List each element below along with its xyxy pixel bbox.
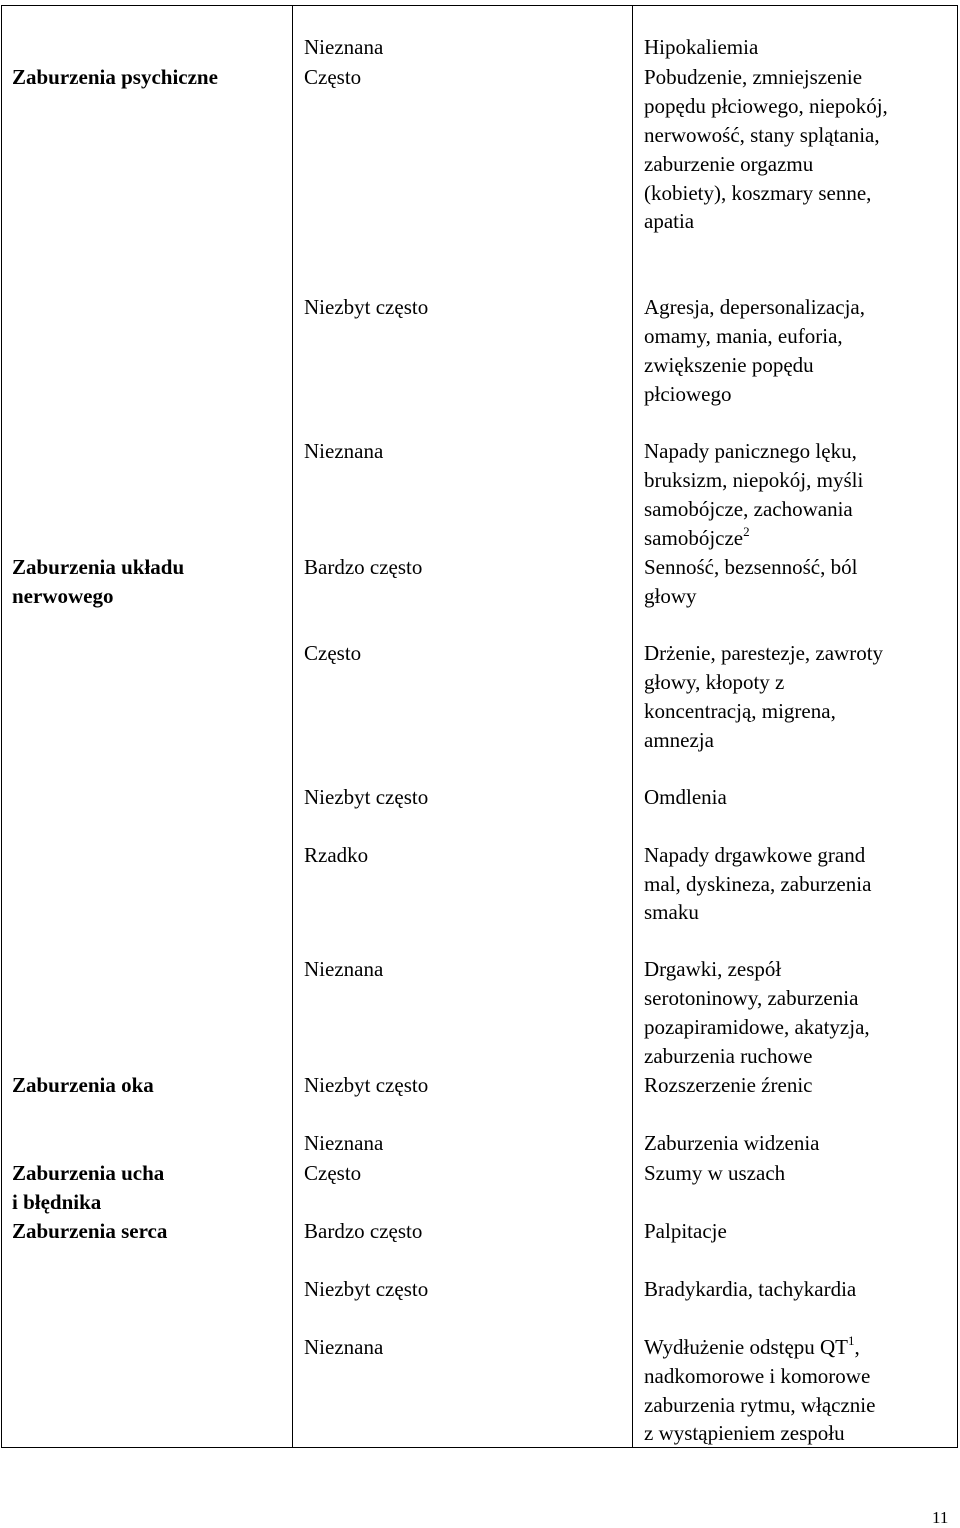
effect-line: Bradykardia, tachykardia [644,1277,857,1301]
frequency-cell: Często [304,1161,362,1185]
organ-class-eye: Zaburzenia oka [12,1073,154,1097]
effect-line: zwiększenie popędu [644,353,814,377]
effect-line: amnezja [644,728,714,752]
table-border-left [1,5,2,1448]
organ-class-psychiatric: Zaburzenia psychiczne [12,65,218,89]
frequency-cell: Często [304,641,362,665]
effect-line [644,524,750,553]
effect-line: nerwowość, stany splątania, [644,123,880,147]
effect-line: nadkomorowe i komorowe [644,1364,871,1388]
frequency-cell: Nieznana [304,1131,384,1155]
frequency-cell: Niezbyt często [304,1073,429,1097]
organ-class-heart: Zaburzenia serca [12,1219,168,1243]
effect-line: głowy [644,584,697,608]
frequency-cell: Rzadko [304,843,369,867]
organ-class-ear-line1: Zaburzenia ucha [12,1161,165,1185]
frequency-cell: Niezbyt często [304,1277,429,1301]
effect-line: zaburzenia ruchowe [644,1044,813,1068]
effect-line: Szumy w uszach [644,1161,786,1185]
effect-line: Napady panicznego lęku, [644,439,857,463]
effect-line: Zaburzenia widzenia [644,1131,820,1155]
frequency-cell: Bardzo często [304,1219,423,1243]
effect-line: popędu płciowego, niepokój, [644,94,888,118]
effect-line: płciowego [644,382,732,406]
effect-line: koncentracją, migrena, [644,699,836,723]
frequency-cell: Nieznana [304,35,384,59]
effect-line: serotoninowy, zaburzenia [644,986,859,1010]
effect-line: Drżenie, parestezje, zawroty [644,641,884,665]
effect-line: zaburzenie orgazmu [644,152,814,176]
effect-line: apatia [644,209,695,233]
effect-line: (kobiety), koszmary senne, [644,181,872,205]
frequency-cell: Bardzo często [304,555,423,579]
effect-text: samobójcze [644,526,744,550]
effect-line [644,1333,860,1362]
effect-line: zaburzenia rytmu, włącznie [644,1393,876,1417]
frequency-cell: Niezbyt często [304,295,429,319]
frequency-cell: Często [304,65,362,89]
organ-class-ear-line2: i błędnika [12,1190,102,1214]
effect-line: Pobudzenie, zmniejszenie [644,65,863,89]
effect-line: Senność, bezsenność, ból [644,555,858,579]
page-number: 11 [932,1508,949,1527]
effect-line: Palpitacje [644,1219,727,1243]
effect-line: Omdlenia [644,785,727,809]
effect-text: Wydłużenie odstępu QT [644,1335,849,1359]
footnote-marker: 1 [848,1333,855,1348]
effect-line: bruksizm, niepokój, myśli [644,468,864,492]
footnote-marker: 2 [743,524,750,539]
frequency-cell: Nieznana [304,439,384,463]
frequency-cell: Nieznana [304,957,384,981]
effect-line: Drgawki, zespół [644,957,782,981]
effect-line: Napady drgawkowe grand [644,843,866,867]
table-divider-1 [292,5,293,1448]
frequency-cell: Nieznana [304,1335,384,1359]
effect-line: Agresja, depersonalizacja, [644,295,865,319]
table-border-top [1,5,957,6]
organ-class-nervous-line2: nerwowego [12,584,114,608]
table-border-right [957,5,958,1448]
effect-line: z wystąpieniem zespołu [644,1421,845,1445]
table-divider-2 [632,5,633,1448]
effect-line: samobójcze, zachowania [644,497,853,521]
effect-line: Rozszerzenie źrenic [644,1073,813,1097]
organ-class-nervous-line1: Zaburzenia układu [12,555,185,579]
effect-line: pozapiramidowe, akatyzja, [644,1015,870,1039]
effect-line: Hipokaliemia [644,35,759,59]
effect-text: , [854,1335,860,1359]
effect-line: omamy, mania, euforia, [644,324,843,348]
frequency-cell: Niezbyt często [304,785,429,809]
effect-line: głowy, kłopoty z [644,670,785,694]
effect-line: mal, dyskineza, zaburzenia [644,872,872,896]
effect-line: smaku [644,900,699,924]
